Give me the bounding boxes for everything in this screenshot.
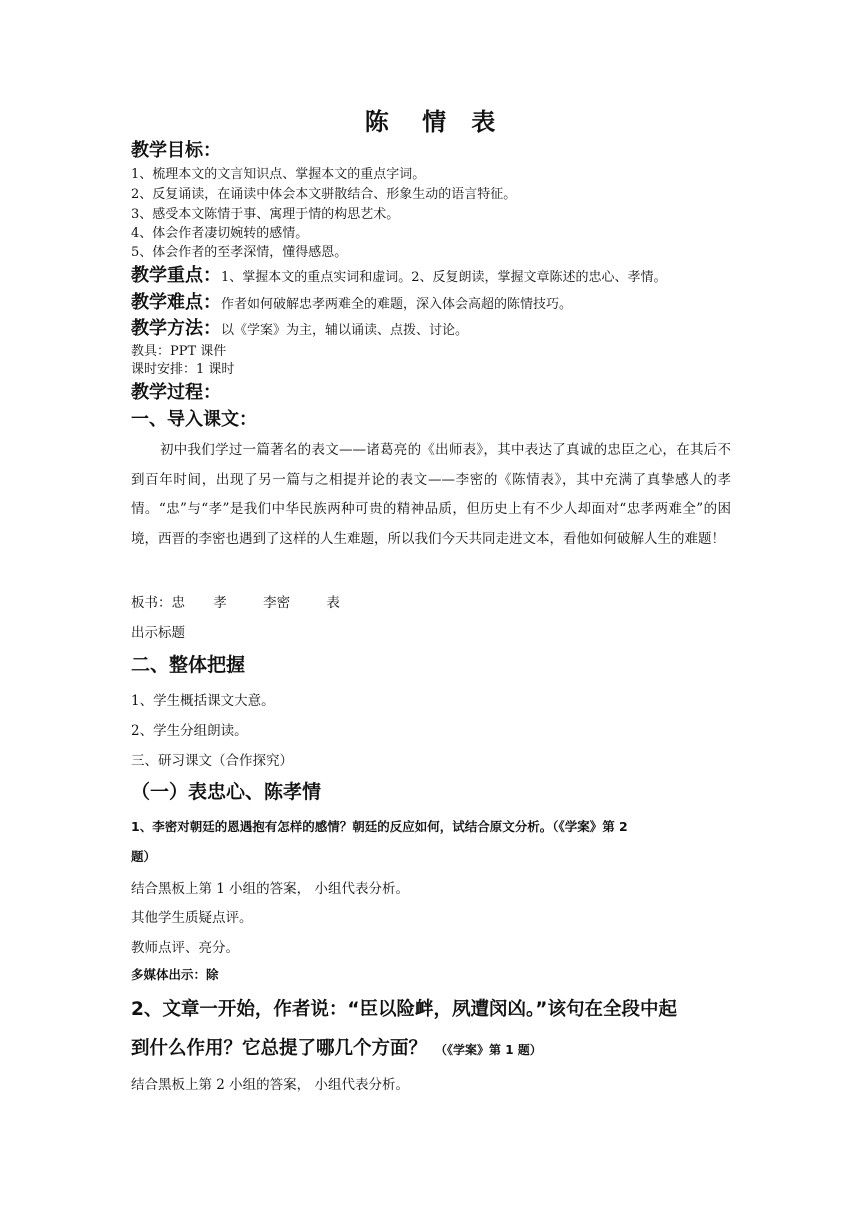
section2-item: 1、学生概括课文大意。	[131, 693, 275, 709]
section2-heading: 二、整体把握	[131, 654, 246, 676]
question-2-ref: （《学案》第 1 题）	[435, 1043, 542, 1057]
step-line: 其他学生质疑点评。	[131, 910, 253, 926]
objective-item: 4、体会作者凄切婉转的感情。	[131, 226, 309, 241]
question-2-line2	[131, 1034, 542, 1060]
document-title: 陈 情 表	[364, 107, 496, 136]
media-line: 多媒体出示：除	[131, 967, 219, 982]
methods-label: 教学方法：	[131, 318, 221, 339]
section1-heading: 一、导入课文：	[131, 409, 257, 430]
question-2-text: 到什么作用？它总提了哪几个方面？	[131, 1038, 428, 1059]
step-line: 结合黑板上第 1 小组的答案， 小组代表分析。	[131, 881, 409, 897]
difficulties-text: 作者如何破解忠孝两难全的难题，深入体会高超的陈情技巧。	[221, 297, 573, 312]
difficulties-label: 教学难点：	[131, 292, 221, 313]
board-line	[131, 591, 340, 611]
key-points-text: 1、掌握本文的重点实词和虚词。2、反复朗读，掌握文章陈述的忠心、孝情。	[221, 270, 667, 285]
objective-item: 2、反复诵读，在诵读中体会本文骈散结合、形象生动的语言特征。	[131, 187, 517, 202]
methods-text: 以《学案》为主，辅以诵读、点拨、讨论。	[221, 323, 469, 338]
step-line: 教师点评、亮分。	[131, 940, 239, 956]
objective-item: 3、感受本文陈情于事、寓理于情的构思艺术。	[131, 207, 400, 222]
show-title: 出示标题	[131, 625, 185, 641]
key-points	[131, 261, 667, 287]
question-2-line1: 2、文章一开始，作者说：“臣以险衅，夙遭闵凶。”该句在全段中起	[131, 999, 677, 1020]
board-item: 表	[326, 595, 340, 611]
board-label: 板书：忠	[131, 595, 185, 611]
intro-paragraph: 初中我们学过一篇著名的表文——诸葛亮的《出师表》，其中表达了真诚的忠臣之心，在其后不到百年时间，出现了另一篇与之相提并论的表文——李密的《陈情表》，其中充满了真挚感人的孝情。“忠”与“孝”是我们中华民族两种可贵的精神品质，但历史上有不少人却面对“忠孝两难全”的困境，西晋的李密也遇到了这样的人生难题，所以我们今天共同走进文本，看他如何破解人生的难题！	[131, 442, 731, 547]
board-item: 孝	[213, 595, 227, 611]
objective-item: 5、体会作者的至孝深情，懂得感恩。	[131, 245, 348, 260]
process-heading: 教学过程：	[131, 382, 221, 403]
board-item: 李密	[263, 595, 291, 611]
methods	[131, 314, 468, 340]
difficulties	[131, 288, 572, 314]
step-line: 结合黑板上第 2 小组的答案， 小组代表分析。	[131, 1077, 409, 1093]
objectives-heading: 教学目标：	[131, 140, 221, 161]
section3-heading: 三、研习课文（合作探究）	[131, 753, 293, 769]
section2-item: 2、学生分组朗读。	[131, 723, 248, 739]
key-points-label: 教学重点：	[131, 265, 221, 286]
section3-subheading: （一）表忠心、陈孝情	[131, 781, 322, 803]
question-1-line1: 1、李密对朝廷的恩遇抱有怎样的感情？朝廷的反应如何，试结合原文分析。（《学案》第 2	[131, 819, 628, 834]
schedule-line: 课时安排：1 课时	[131, 362, 235, 377]
objective-item: 1、梳理本文的文言知识点、掌握本文的重点字词。	[131, 167, 426, 182]
question-1-line2: 题）	[131, 849, 157, 864]
tools-line: 教具：PPT 课件	[131, 344, 227, 359]
